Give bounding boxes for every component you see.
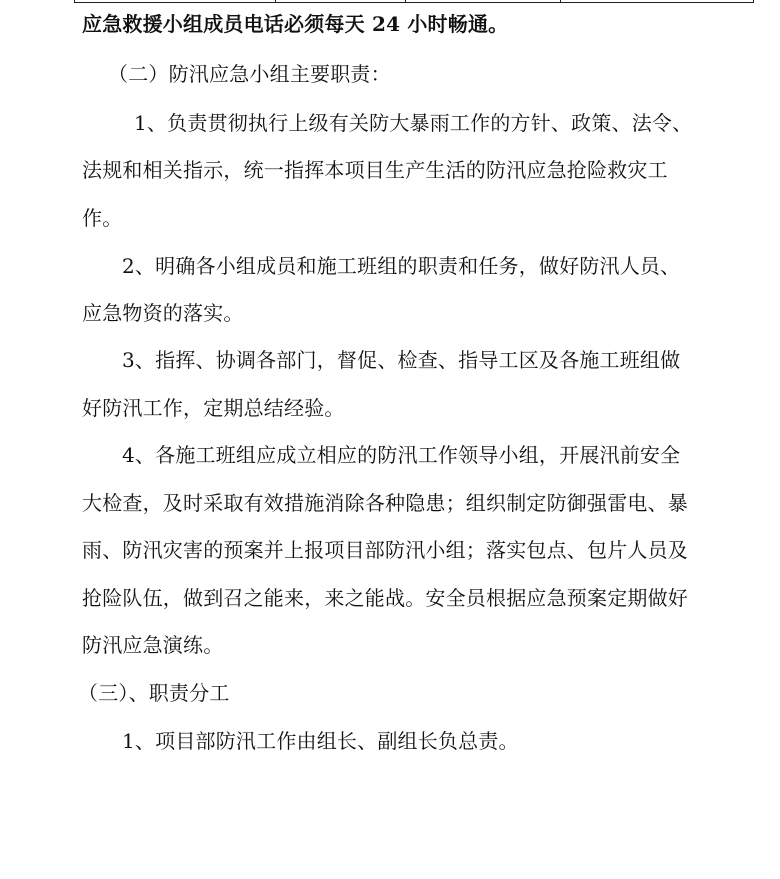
duty-1-line-3: 作。 (82, 206, 123, 230)
table-column-divider (405, 0, 406, 3)
duty-4-line-2: 大检查，及时采取有效措施消除各种隐患；组织制定防御强雷电、暴 (82, 491, 688, 515)
table-column-divider (275, 0, 276, 3)
duty-1-line-2: 法规和相关指示，统一指挥本项目生产生活的防汛应急抢险救灾工 (82, 158, 668, 182)
assignment-1: 1、项目部防汛工作由组长、副组长负总责。 (122, 729, 519, 753)
duty-4-line-1: 4、各施工班组应成立相应的防汛工作领导小组，开展汛前安全 (122, 443, 681, 467)
duty-1-line-1: 1、负责贯彻执行上级有关防大暴雨工作的方针、政策、法令、 (134, 111, 693, 135)
table-column-divider (560, 0, 561, 3)
emergency-phone-note: 应急救援小组成员电话必须每天 24 小时畅通。 (82, 12, 509, 36)
duty-3-line-2: 好防汛工作，定期总结经验。 (82, 396, 345, 420)
section-two-heading: （二）防汛应急小组主要职责： (108, 62, 391, 86)
table-bottom-edge (74, 0, 754, 3)
section-three-heading: （三）、职责分工 (78, 681, 230, 705)
duty-2-line-1: 2、明确各小组成员和施工班组的职责和任务，做好防汛人员、 (122, 254, 681, 278)
duty-2-line-2: 应急物资的落实。 (82, 301, 244, 325)
duty-4-line-5: 防汛应急演练。 (82, 633, 224, 657)
duty-4-line-4: 抢险队伍，做到召之能来，来之能战。安全员根据应急预案定期做好 (82, 586, 688, 610)
duty-4-line-3: 雨、防汛灾害的预案并上报项目部防汛小组；落实包点、包片人员及 (82, 538, 688, 562)
duty-3-line-1: 3、指挥、协调各部门，督促、检查、指导工区及各施工班组做 (122, 348, 681, 372)
